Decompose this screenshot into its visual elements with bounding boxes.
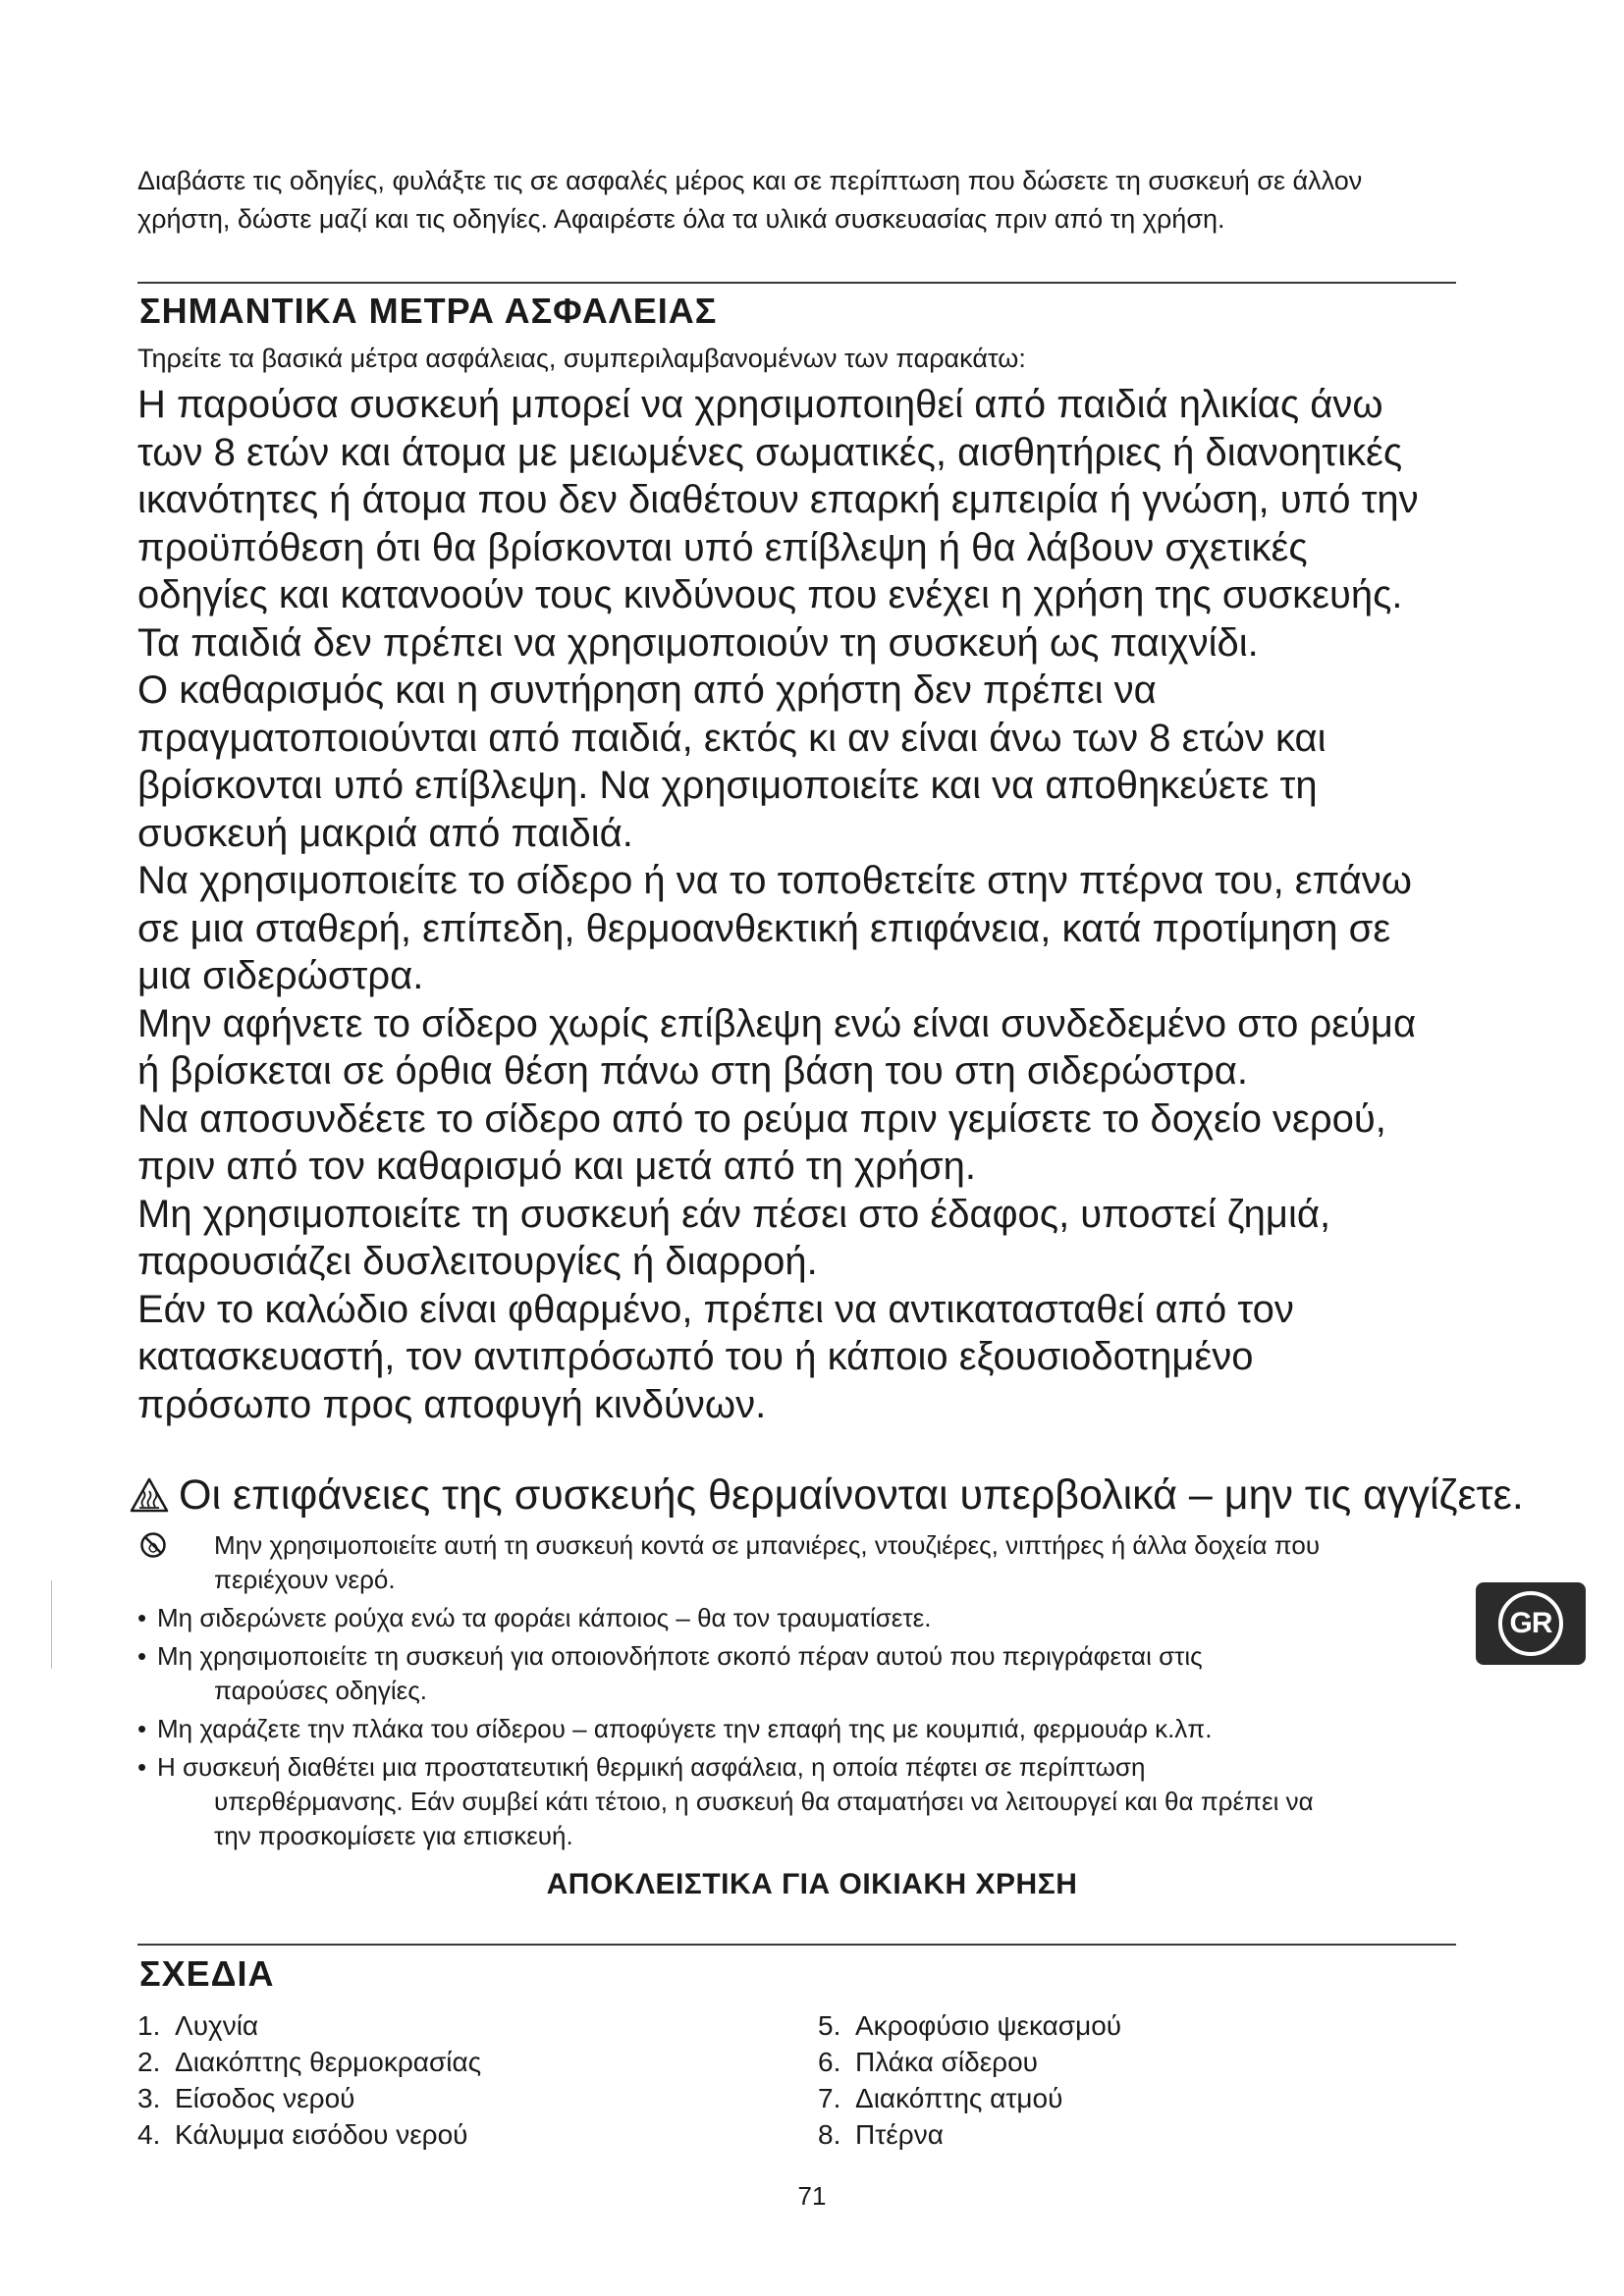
safety-bullet	[137, 1712, 1453, 1746]
safety-line: πραγματοποιούνται από παιδιά, εκτός κι αν είναι άνω των 8 ετών και	[137, 716, 1326, 760]
safety-line: κατασκευαστή, τον αντιπρόσωπό του ή κάποιο εξουσιοδοτημένο	[137, 1335, 1254, 1378]
part-label: Πτέρνα	[855, 2119, 944, 2150]
safety-notes	[137, 1528, 1453, 1853]
safety-line: Μην αφήνετε το σίδερο χωρίς επίβλεψη ενώ είναι συνδεδεμένο στο ρεύμα	[137, 1001, 1417, 1045]
safety-bullet	[137, 1639, 1453, 1708]
bullet-line: την προσκομίσετε για επισκευή.	[214, 1821, 573, 1850]
safety-bullet	[137, 1601, 1453, 1635]
water-warning-line: περιέχουν νερό.	[214, 1565, 396, 1594]
part-number: 3.	[137, 2083, 161, 2113]
safety-line: Μη χρησιμοποιείτε τη συσκευή εάν πέσει στο έδαφος, υποστεί ζημιά,	[137, 1192, 1331, 1236]
safety-line: συσκευή μακριά από παιδιά.	[137, 811, 633, 855]
bullet-mark: •	[137, 1641, 147, 1671]
part-label: Κάλυμμα εισόδου νερού	[175, 2119, 468, 2150]
safety-subintro: Τηρείτε τα βασικά μέτρα ασφάλειας, συμπεριλαμβανομένων των παρακάτω:	[137, 344, 1026, 373]
part-number: 7.	[818, 2083, 841, 2113]
safety-line: πριν από τον καθαρισμό και μετά από τη χρήση.	[137, 1145, 977, 1188]
no-water-icon	[137, 1528, 214, 1568]
parts-list-item	[818, 2007, 1121, 2044]
part-label: Διακόπτης θερμοκρασίας	[175, 2047, 482, 2077]
parts-list-item	[137, 2007, 481, 2044]
part-number: 4.	[137, 2119, 161, 2150]
safety-line: Εάν το καλώδιο είναι φθαρμένο, πρέπει να αντικατασταθεί από τον	[137, 1287, 1294, 1331]
safety-line: πρόσωπο προς αποφυγή κινδύνων.	[137, 1382, 767, 1426]
hot-surface-warning	[130, 1470, 1524, 1520]
safety-heading: ΣΗΜΑΝΤΙΚΑ ΜΕΤΡΑ ΑΣΦΑΛΕΙΑΣ	[139, 291, 718, 331]
bullet-line: Η συσκευή διαθέτει μια προστατευτική θερμική ασφάλεια, η οποία πέφτει σε περίπτωση	[157, 1752, 1146, 1782]
bullet-line: Μη σιδερώνετε ρούχα ενώ τα φοράει κάποιος – θα τον τραυματίσετε.	[157, 1603, 932, 1632]
part-number: 2.	[137, 2047, 161, 2077]
part-label: Λυχνία	[175, 2010, 259, 2041]
bullet-line: Μη χαράζετε την πλάκα του σίδερου – αποφύγετε την επαφή της με κουμπιά, φερμουάρ κ.λπ.	[157, 1714, 1213, 1743]
safety-line: Να αποσυνδέετε το σίδερο από το ρεύμα πριν γεμίσετε το δοχείο νερού,	[137, 1096, 1386, 1141]
parts-list-left	[137, 2007, 481, 2153]
safety-bullet	[137, 1750, 1453, 1853]
safety-line: παρουσιάζει δυσλειτουργίες ή διαρροή.	[137, 1240, 818, 1283]
part-number: 5.	[818, 2010, 841, 2041]
parts-list-item	[137, 2044, 481, 2080]
intro-line: Διαβάστε τις οδηγίες, φυλάξτε τις σε ασφαλές μέρος και σε περίπτωση που δώσετε τη συσκευή σε άλλον	[137, 166, 1363, 195]
safety-line: των 8 ετών και άτομα με μειωμένες σωματικές, αισθητήριες ή διανοητικές	[137, 430, 1403, 474]
bullet-line: παρούσες οδηγίες.	[214, 1676, 427, 1705]
margin-line	[51, 1580, 52, 1669]
safety-line: Να χρησιμοποιείτε το σίδερο ή να το τοποθετείτε στην πτέρνα του, επάνω	[137, 859, 1413, 902]
language-badge	[1476, 1582, 1586, 1665]
parts-list-item	[137, 2080, 481, 2116]
part-label: Πλάκα σίδερου	[855, 2047, 1038, 2077]
intro-text	[137, 162, 1453, 239]
section-divider	[137, 1944, 1456, 1946]
safety-line: βρίσκονται υπό επίβλεψη. Να χρησιμοποιείτε και να αποθηκεύετε τη	[137, 764, 1318, 807]
safety-line: ικανότητες ή άτομα που δεν διαθέτουν επαρκή εμπειρία ή γνώση, υπό την	[137, 478, 1419, 521]
section-divider	[137, 282, 1456, 284]
language-code: GR	[1498, 1591, 1563, 1656]
bullet-line: υπερθέρμανσης. Εάν συμβεί κάτι τέτοιο, η συσκευή θα σταματήσει να λειτουργεί και θα πρέπει να	[214, 1787, 1314, 1816]
safety-line: προϋπόθεση ότι θα βρίσκονται υπό επίβλεψη ή θα λάβουν σχετικές	[137, 525, 1308, 569]
bullet-mark: •	[137, 1714, 147, 1743]
part-number: 1.	[137, 2010, 161, 2041]
bullet-mark: •	[137, 1752, 147, 1782]
safety-paragraphs	[137, 381, 1483, 1428]
safety-line: ή βρίσκεται σε όρθια θέση πάνω στη βάση του στη σιδερώστρα.	[137, 1049, 1248, 1093]
part-number: 8.	[818, 2119, 841, 2150]
page-number: 71	[797, 2181, 827, 2211]
hot-surface-warning-icon	[130, 1477, 169, 1513]
safety-line: Η παρούσα συσκευή μπορεί να χρησιμοποιηθεί από παιδιά ηλικίας άνω	[137, 383, 1383, 426]
parts-heading: ΣΧΕΔΙΑ	[139, 1953, 275, 1994]
parts-list-item	[818, 2080, 1121, 2116]
hot-surface-warning-text: Οι επιφάνειες της συσκευής θερμαίνονται υπερβολικά – μην τις αγγίζετε.	[179, 1471, 1524, 1519]
bullet-mark: •	[137, 1603, 147, 1632]
part-label: Είσοδος νερού	[175, 2083, 355, 2113]
safety-line: Τα παιδιά δεν πρέπει να χρησιμοποιούν τη συσκευή ως παιχνίδι.	[137, 620, 1259, 665]
parts-list-item	[818, 2116, 1121, 2153]
water-warning-line: Μην χρησιμοποιείτε αυτή τη συσκευή κοντά σε μπανιέρες, ντουζιέρες, νιπτήρες ή άλλα δοχεία που	[214, 1530, 1321, 1560]
intro-line: χρήστη, δώστε μαζί και τις οδηγίες. Αφαιρέστε όλα τα υλικά συσκευασίας πριν από τη χρήση.	[137, 204, 1225, 234]
parts-list-item	[818, 2044, 1121, 2080]
bullet-line: Μη χρησιμοποιείτε τη συσκευή για οποιονδήποτε σκοπό πέραν αυτού που περιγράφεται στις	[157, 1641, 1203, 1671]
parts-list-right	[818, 2007, 1121, 2153]
safety-line: μια σιδερώστρα.	[137, 954, 424, 997]
part-label: Ακροφύσιο ψεκασμού	[855, 2010, 1122, 2041]
safety-line: οδηγίες και κατανοούν τους κινδύνους που ενέχει η χρήση της συσκευής.	[137, 573, 1403, 616]
safety-line: σε μια σταθερή, επίπεδη, θερμοανθεκτική επιφάνεια, κατά προτίμηση σε	[137, 906, 1391, 950]
water-warning	[137, 1528, 1453, 1597]
household-use-only: ΑΠΟΚΛΕΙΣΤΙΚΑ ΓΙΑ ΟΙΚΙΑΚΗ ΧΡΗΣΗ	[546, 1868, 1078, 1900]
safety-line: Ο καθαρισμός και η συντήρηση από χρήστη δεν πρέπει να	[137, 668, 1157, 712]
part-label: Διακόπτης ατμού	[855, 2083, 1063, 2113]
part-number: 6.	[818, 2047, 841, 2077]
parts-list-item	[137, 2116, 481, 2153]
